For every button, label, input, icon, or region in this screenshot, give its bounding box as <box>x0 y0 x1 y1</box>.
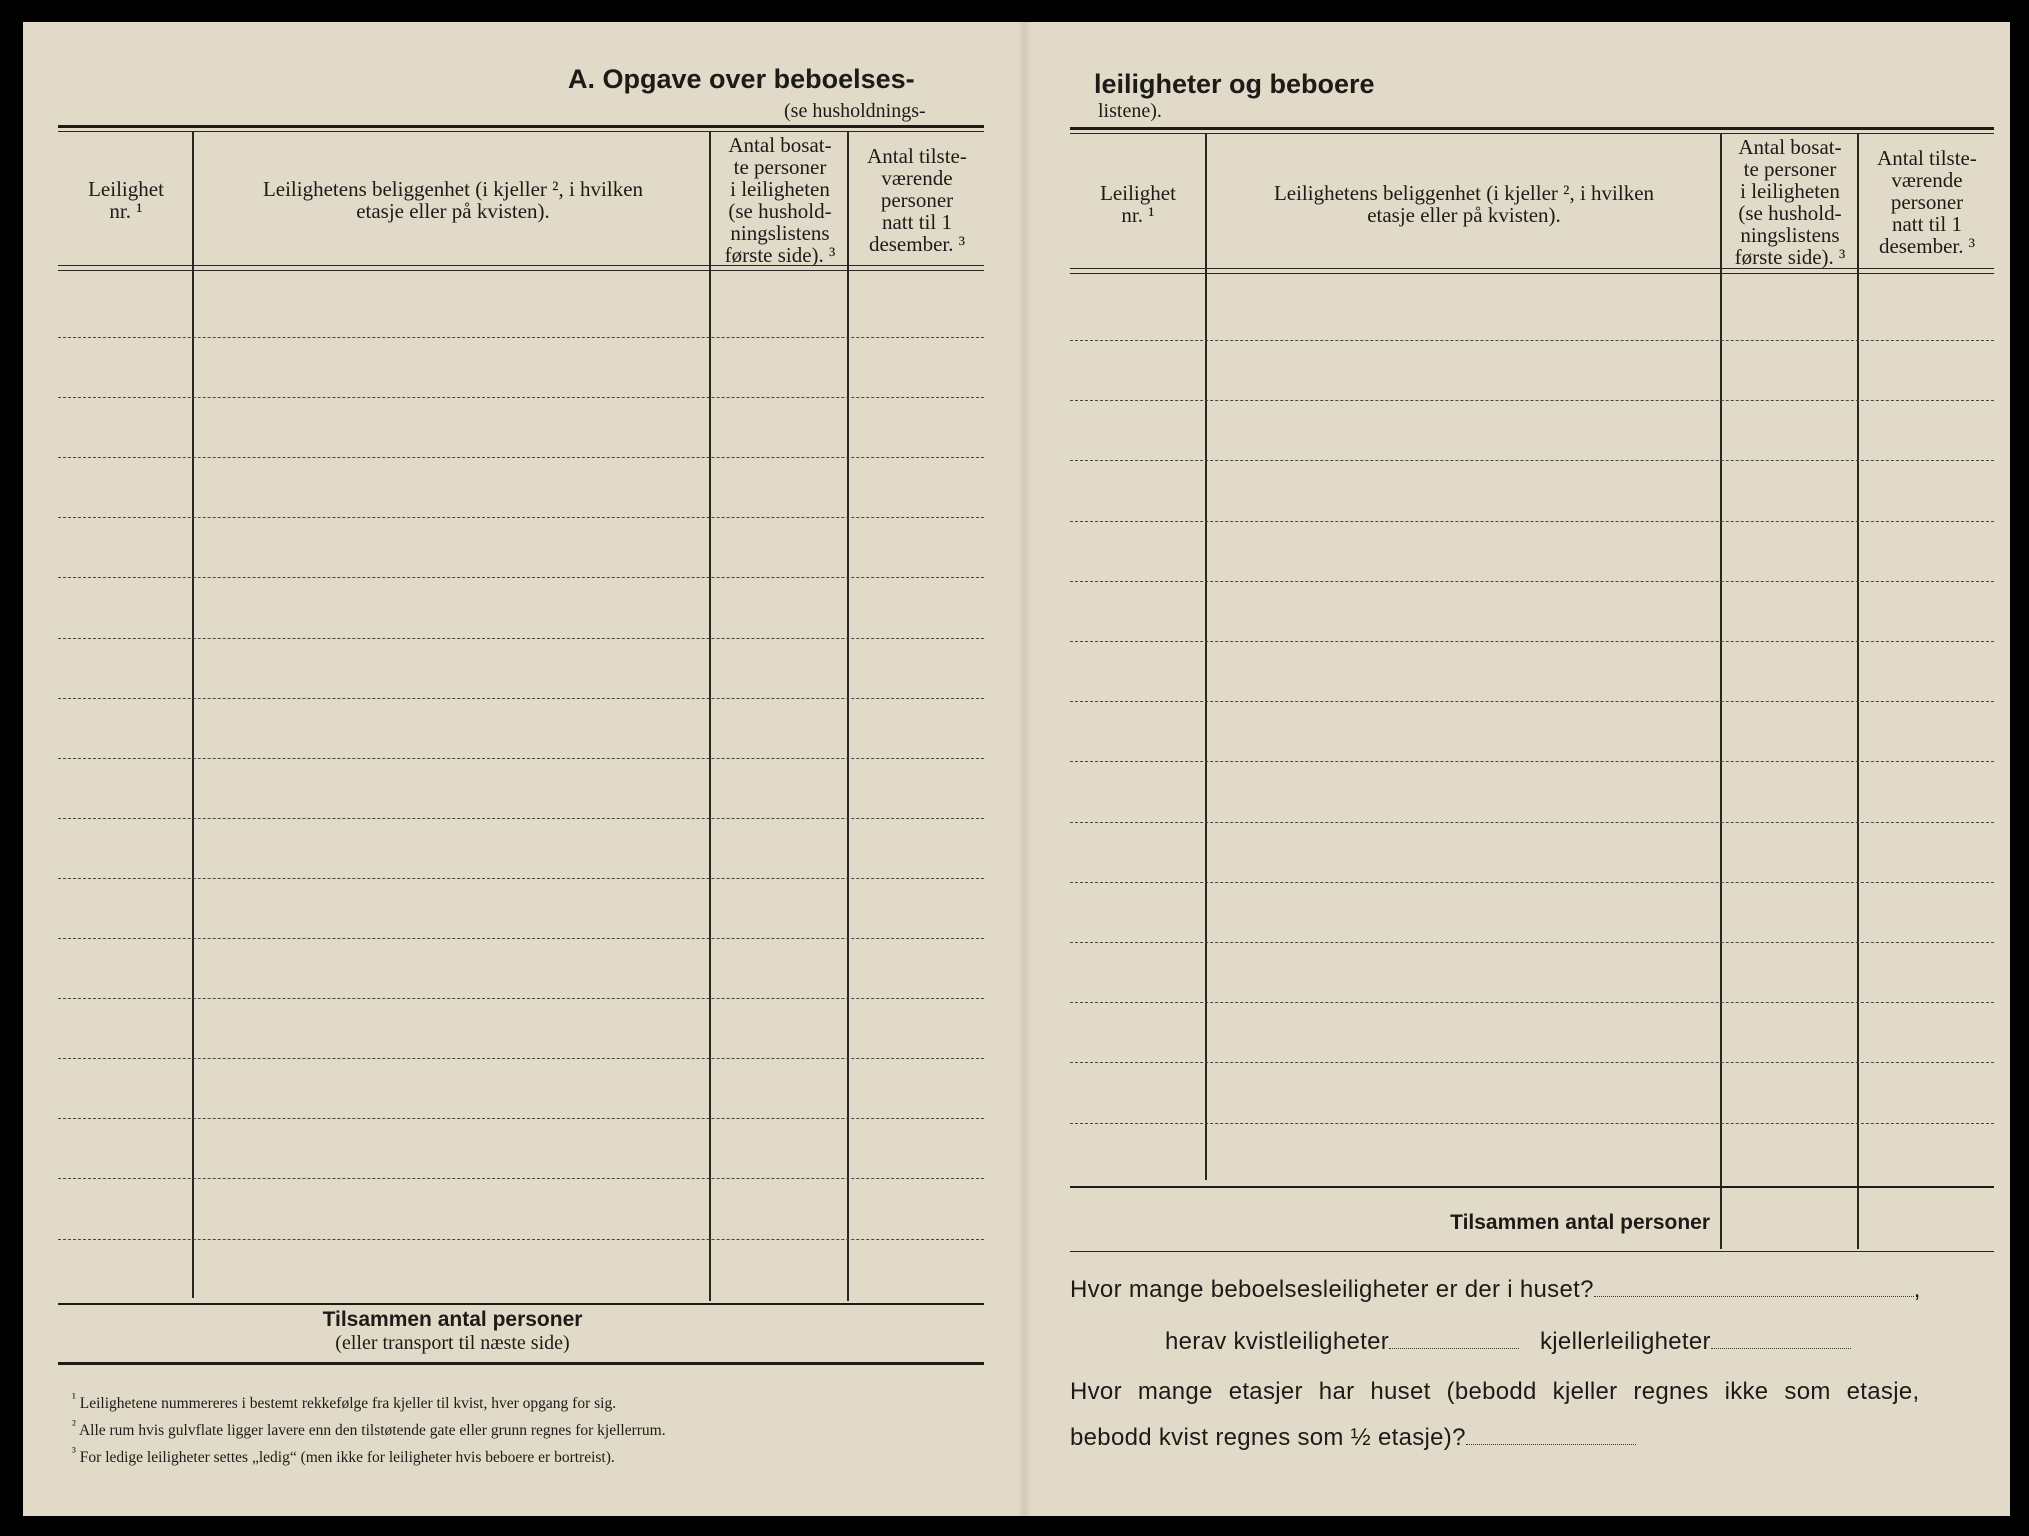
right-header-rule <box>1070 268 1994 269</box>
left-table-row-line <box>58 1058 984 1059</box>
left-total-sublabel: (eller transport til næste side) <box>335 1331 570 1354</box>
footnote-3-text: For ledige leiligheter settes „ledig“ (men ikke for leiligheter hvis beboere er bortreist). <box>79 1449 615 1467</box>
page-fold <box>1018 22 1032 1516</box>
right-table-row-line <box>1070 581 1994 582</box>
question-floors-line-1: Hvor mange etasjer har huset (bebodd kjeller regnes ikke som etasje, <box>1070 1378 1920 1405</box>
footnote-1-mark: ¹ <box>72 1390 76 1405</box>
left-header-rule <box>58 265 984 266</box>
left-table-row-line <box>58 878 984 879</box>
footnote-2 <box>72 1417 666 1440</box>
left-page-title: A. Opgave over beboelses- <box>568 64 915 94</box>
right-page-subtitle: listene). <box>1098 100 1162 122</box>
right-col-divider-1 <box>1205 133 1207 1180</box>
left-table-row-line <box>58 517 984 518</box>
left-total-label: Tilsammen antal personer <box>322 1307 583 1331</box>
right-table-row-line <box>1070 521 1994 522</box>
left-table-row-line <box>58 1118 984 1119</box>
right-header-rule-2 <box>1070 273 1994 274</box>
left-table-row-line <box>58 457 984 458</box>
right-total-label: Tilsammen antal personer <box>1450 1211 1710 1234</box>
right-total-row <box>1210 1190 1710 1256</box>
question-floors-line-2 <box>1070 1424 1636 1452</box>
left-table-row-line <box>58 1239 984 1240</box>
right-total-top-rule <box>1070 1186 1994 1188</box>
left-table-row-line <box>58 337 984 338</box>
footnote-2-text: Alle rum hvis gulvflate ligger lavere enn den tilstøtende gate eller grunn regnes for kjellerrum. <box>78 1422 666 1440</box>
left-page-subtitle: (se husholdnings- <box>784 100 926 122</box>
question-1-text: Hvor mange beboelsesleiligheter er der i huset? <box>1070 1276 1594 1303</box>
footnote-1-text: Leilighetene nummereres i bestemt rekkefølge fra kjeller til kvist, hver opgang for sig. <box>79 1395 617 1413</box>
right-table-row-line <box>1070 1062 1994 1063</box>
question-2-text: bebodd kvist regnes som ½ etasje)? <box>1070 1424 1466 1451</box>
right-col-divider-3 <box>1857 133 1859 1249</box>
right-table-row-line <box>1070 400 1994 401</box>
left-header-resident-persons: Antal bosat- te personer i leiligheten (se hushold- ningslistens første side). ³ <box>724 133 836 267</box>
right-table-row-line <box>1070 460 1994 461</box>
right-table-row-line <box>1070 1002 1994 1003</box>
left-total-row <box>200 1305 705 1357</box>
right-col-divider-2 <box>1720 133 1722 1249</box>
left-table-row-line <box>58 577 984 578</box>
left-header-present-persons: Antal tilste- værende personer natt til 1 desember. ³ <box>867 144 967 256</box>
question-1-basement-label: kjellerleiligheter <box>1540 1328 1711 1355</box>
right-table-row-line <box>1070 942 1994 943</box>
left-header-rule-2 <box>58 270 984 271</box>
right-table-row-line <box>1070 641 1994 642</box>
left-top-rule <box>58 125 984 128</box>
right-total-bottom-rule <box>1070 1251 1994 1252</box>
footnote-3 <box>72 1444 666 1467</box>
question-apartments-count: Hvor mange beboelsesleiligheter er der i huset? , <box>1070 1276 1921 1303</box>
left-table-row-line <box>58 698 984 699</box>
left-bottom-rule <box>58 1362 984 1365</box>
right-table-row-line <box>1070 822 1994 823</box>
question-1-answer-field[interactable] <box>1594 1296 1914 1297</box>
right-header-resident-persons: Antal bosat- te personer i leiligheten (se hushold- ningslistens første side). ³ <box>1734 135 1846 269</box>
left-col-divider-3 <box>847 131 849 1301</box>
right-header-apartment-nr: Leilighet nr. ¹ <box>1100 181 1176 227</box>
left-table-row-line <box>58 818 984 819</box>
footnotes <box>72 1390 666 1467</box>
left-table-row-line <box>58 938 984 939</box>
question-attic-basement <box>1165 1328 1851 1356</box>
footnote-2-mark: ² <box>72 1417 76 1433</box>
right-page-title: leiligheter og beboere <box>1094 69 1375 99</box>
right-table-row-line <box>1070 882 1994 883</box>
basement-apartments-field[interactable] <box>1711 1348 1851 1349</box>
floors-answer-field[interactable] <box>1466 1444 1636 1445</box>
left-col-divider-2 <box>709 131 711 1301</box>
right-top-rule <box>1070 127 1994 130</box>
right-table-row-line <box>1070 761 1994 762</box>
left-table-row-line <box>58 397 984 398</box>
footnote-3-mark: ³ <box>72 1444 76 1460</box>
right-table-row-line <box>1070 1123 1994 1124</box>
question-1-attic-label: herav kvistleiligheter <box>1165 1328 1390 1355</box>
left-table-row-line <box>58 1178 984 1179</box>
left-header-location: Leilighetens beliggenhet (i kjeller ², i hvilken etasje eller på kvisten). <box>262 177 644 223</box>
footnote-1 <box>72 1390 666 1413</box>
left-col-divider-1 <box>192 131 194 1298</box>
right-table-row-line <box>1070 701 1994 702</box>
right-header-location: Leilighetens beliggenhet (i kjeller ², i hvilken etasje eller på kvisten). <box>1273 181 1655 227</box>
right-table-row-line <box>1070 340 1994 341</box>
left-table-row-line <box>58 638 984 639</box>
right-header-present-persons: Antal tilste- værende personer natt til 1 desember. ³ <box>1877 146 1977 258</box>
attic-apartments-field[interactable] <box>1389 1348 1519 1349</box>
left-table-row-line <box>58 758 984 759</box>
left-header-apartment-nr: Leilighet nr. ¹ <box>88 177 164 223</box>
left-table-row-line <box>58 998 984 999</box>
